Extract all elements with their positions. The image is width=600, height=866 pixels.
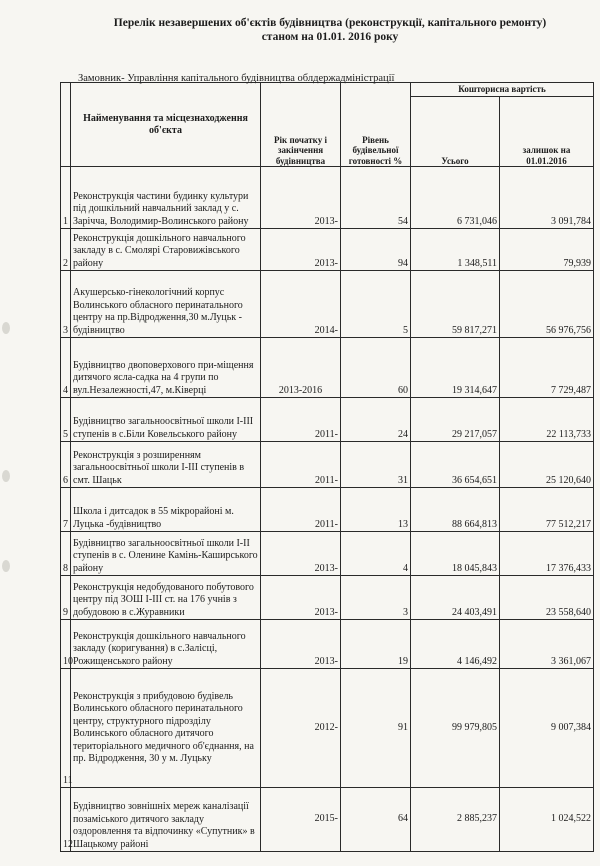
- binder-holes: [2, 0, 12, 866]
- object-name: Реконструкція з прибудовою будівель Волинського обласного перинатального центру, структурного підрозділу Волинського обласного дитячого територіального медичного об'єднання, на пр. Відродження, 30 у м. Луцьку: [71, 669, 261, 788]
- object-name: Реконструкція частини будинку культури під дошкільний навчальний заклад у с. Зарічча, Володимир-Волинського району: [71, 167, 261, 229]
- table-row: [61, 620, 594, 669]
- object-years: 2013-: [261, 576, 341, 620]
- object-remaining-cost: 25 120,640: [500, 442, 594, 488]
- object-readiness: 13: [341, 488, 411, 532]
- binder-hole: [2, 322, 10, 334]
- object-name: Будівництво загальноосвітньої школи І-ІІ ступенів в с. Оленине Камінь-Каширського району: [71, 532, 261, 576]
- binder-hole: [2, 470, 10, 482]
- object-readiness: 5: [341, 271, 411, 338]
- object-name: Будівництво зовнішніх мереж каналізації позаміського дитячого закладу оздоровлення та відпочинку «Супутник» в Шацькому районі: [71, 788, 261, 852]
- table-row: [61, 788, 594, 852]
- object-total-cost: 2 885,237: [411, 788, 500, 852]
- customer-line: Замовник- Управління капітального будівництва облдержадміністрації: [78, 73, 395, 84]
- object-remaining-cost: 3 091,784: [500, 167, 594, 229]
- object-years: 2013-: [261, 167, 341, 229]
- object-total-cost: 88 664,813: [411, 488, 500, 532]
- object-total-cost: 59 817,271: [411, 271, 500, 338]
- object-remaining-cost: 1 024,522: [500, 788, 594, 852]
- table-row: [61, 167, 594, 229]
- row-number: 8: [61, 532, 71, 576]
- object-name: Будівництво двоповерхового при-міщення дитячого ясла-садка на 4 групи по вул.Незалежності,47, м.Ківерці: [71, 338, 261, 398]
- row-number: 5: [61, 398, 71, 442]
- row-number: 11: [61, 669, 71, 788]
- title-line-1: Перелік незавершених об'єктів будівництва (реконструкції, капітального ремонту): [113, 17, 547, 29]
- table-row: [61, 338, 594, 398]
- object-remaining-cost: 77 512,217: [500, 488, 594, 532]
- object-remaining-cost: 17 376,433: [500, 532, 594, 576]
- object-remaining-cost: 22 113,733: [500, 398, 594, 442]
- object-total-cost: 19 314,647: [411, 338, 500, 398]
- object-remaining-cost: 3 361,067: [500, 620, 594, 669]
- object-readiness: 4: [341, 532, 411, 576]
- row-number: 6: [61, 442, 71, 488]
- object-remaining-cost: 7 729,487: [500, 338, 594, 398]
- object-name: Будівництво загальноосвітньої школи І-ІІІ ступенів в с.Біли Ковельського району: [71, 398, 261, 442]
- row-number: 10: [61, 620, 71, 669]
- row-number: 2: [61, 229, 71, 271]
- document-title: [60, 16, 600, 44]
- object-years: 2011-: [261, 488, 341, 532]
- object-readiness: 64: [341, 788, 411, 852]
- row-number: 7: [61, 488, 71, 532]
- header-years: Рік початку і закінчення будівництва: [261, 83, 341, 167]
- object-total-cost: 29 217,057: [411, 398, 500, 442]
- header-estimated-cost: Кошторисна вартість: [411, 83, 594, 97]
- object-remaining-cost: 79,939: [500, 229, 594, 271]
- object-readiness: 94: [341, 229, 411, 271]
- object-name: Реконструкція дошкільного навчального закладу (коригування) в с.Залісці, Рожищенського району: [71, 620, 261, 669]
- object-readiness: 24: [341, 398, 411, 442]
- table-row: [61, 532, 594, 576]
- row-number: 9: [61, 576, 71, 620]
- object-readiness: 54: [341, 167, 411, 229]
- object-years: 2013-2016: [261, 338, 341, 398]
- object-years: 2012-: [261, 669, 341, 788]
- object-total-cost: 4 146,492: [411, 620, 500, 669]
- table-row: [61, 398, 594, 442]
- object-remaining-cost: 56 976,756: [500, 271, 594, 338]
- object-readiness: 31: [341, 442, 411, 488]
- row-number: 3: [61, 271, 71, 338]
- object-name: Реконструкція з розширенням загальноосвітньої школи І-ІІІ ступенів в смт. Шацьк: [71, 442, 261, 488]
- object-total-cost: 99 979,805: [411, 669, 500, 788]
- table-row: [61, 669, 594, 788]
- object-years: 2013-: [261, 620, 341, 669]
- header-total: Усього: [411, 97, 500, 167]
- object-years: 2014-: [261, 271, 341, 338]
- object-name: Реконструкція недобудованого побутового центру під ЗОШ І-ІІІ ст. на 176 учнів з добудовою в с.Журавники: [71, 576, 261, 620]
- object-readiness: 19: [341, 620, 411, 669]
- table-row: [61, 271, 594, 338]
- object-readiness: 91: [341, 669, 411, 788]
- header-readiness: Рівень будівельної готовності %: [341, 83, 411, 167]
- header-name: Найменування та місцезнаходження об'єкта: [71, 83, 261, 167]
- binder-hole: [2, 560, 10, 572]
- objects-table: [60, 82, 594, 852]
- object-name: Реконструкція дошкільного навчального закладу в с. Смолярі Старовижівського району: [71, 229, 261, 271]
- object-name: Акушерсько-гінекологічний корпус Волинського обласного перинатального центру на пр.Відродження,30 м.Луцьк - будівництво: [71, 271, 261, 338]
- object-years: 2015-: [261, 788, 341, 852]
- object-readiness: 3: [341, 576, 411, 620]
- object-remaining-cost: 9 007,384: [500, 669, 594, 788]
- object-years: 2013-: [261, 532, 341, 576]
- row-number: 1: [61, 167, 71, 229]
- object-total-cost: 24 403,491: [411, 576, 500, 620]
- object-total-cost: 1 348,511: [411, 229, 500, 271]
- row-number: 12: [61, 788, 71, 852]
- table-row: [61, 229, 594, 271]
- object-years: 2011-: [261, 442, 341, 488]
- object-readiness: 60: [341, 338, 411, 398]
- header-remaining: залишок на 01.01.2016: [500, 97, 594, 167]
- table-row: [61, 488, 594, 532]
- row-number: 4: [61, 338, 71, 398]
- object-total-cost: 6 731,046: [411, 167, 500, 229]
- table-row: [61, 576, 594, 620]
- title-line-2: станом на 01.01. 2016 року: [261, 31, 399, 43]
- table-row: [61, 442, 594, 488]
- object-total-cost: 36 654,651: [411, 442, 500, 488]
- object-remaining-cost: 23 558,640: [500, 576, 594, 620]
- object-total-cost: 18 045,843: [411, 532, 500, 576]
- object-years: 2013-: [261, 229, 341, 271]
- object-name: Школа і дитсадок в 55 мікрорайоні м. Луцька -будівництво: [71, 488, 261, 532]
- object-years: 2011-: [261, 398, 341, 442]
- header-number: [61, 83, 71, 167]
